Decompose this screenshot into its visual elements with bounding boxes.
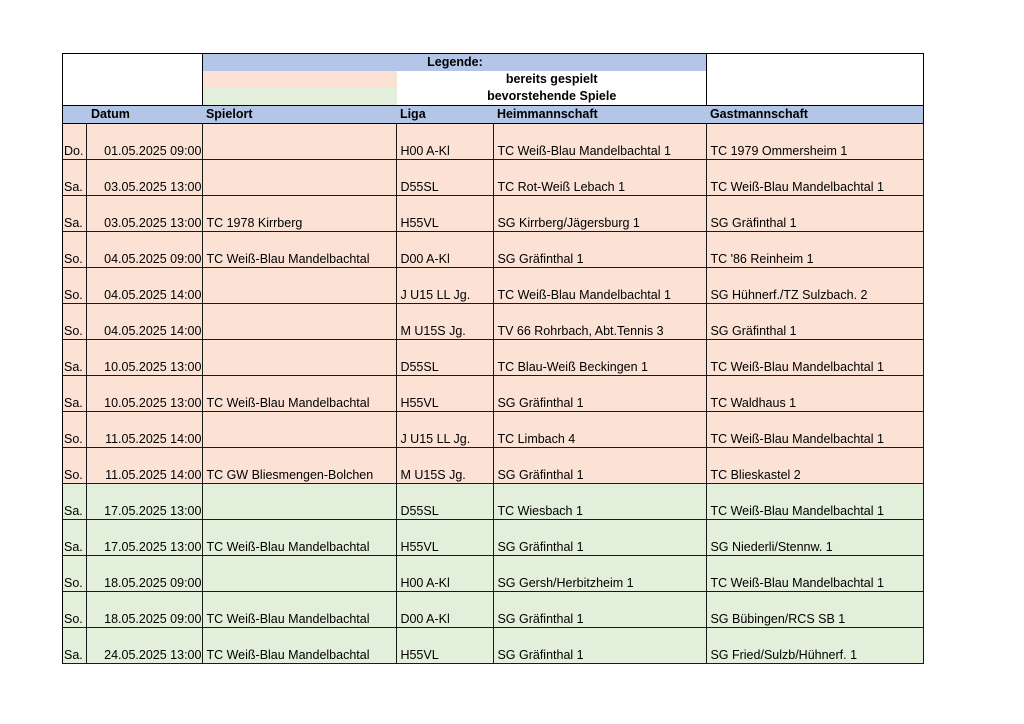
match-row [63, 520, 924, 556]
match-day: Sa. [63, 520, 87, 556]
match-row [63, 412, 924, 448]
match-venue [203, 412, 397, 448]
match-home-team: SG Gräfinthal 1 [494, 628, 707, 664]
legend-corner-cell [63, 54, 203, 72]
match-date: 10.05.2025 13:00 [87, 376, 203, 412]
match-date: 04.05.2025 14:00 [87, 304, 203, 340]
match-venue: TC Weiß-Blau Mandelbachtal [203, 232, 397, 268]
match-date: 01.05.2025 09:00 [87, 124, 203, 160]
match-home-team: SG Gräfinthal 1 [494, 448, 707, 484]
match-day: Do. [63, 124, 87, 160]
legend-played-row [63, 71, 924, 88]
match-date: 17.05.2025 13:00 [87, 520, 203, 556]
match-guest-team: TC Weiß-Blau Mandelbachtal 1 [707, 484, 924, 520]
match-guest-team: SG Gräfinthal 1 [707, 304, 924, 340]
match-home-team: TC Weiß-Blau Mandelbachtal 1 [494, 124, 707, 160]
match-date: 18.05.2025 09:00 [87, 592, 203, 628]
match-row [63, 232, 924, 268]
match-row [63, 628, 924, 664]
match-venue: TC Weiß-Blau Mandelbachtal [203, 376, 397, 412]
match-guest-team: SG Bübingen/RCS SB 1 [707, 592, 924, 628]
match-home-team: SG Gräfinthal 1 [494, 376, 707, 412]
match-row [63, 268, 924, 304]
match-league: D00 A-Kl [397, 592, 494, 628]
match-home-team: SG Gersh/Herbitzheim 1 [494, 556, 707, 592]
match-day: Sa. [63, 376, 87, 412]
match-row [63, 304, 924, 340]
match-guest-team: TC Weiß-Blau Mandelbachtal 1 [707, 160, 924, 196]
match-row [63, 484, 924, 520]
match-league: H55VL [397, 628, 494, 664]
schedule-table [62, 53, 924, 664]
match-guest-team: TC Blieskastel 2 [707, 448, 924, 484]
match-guest-team: TC Weiß-Blau Mandelbachtal 1 [707, 340, 924, 376]
match-venue [203, 556, 397, 592]
header-liga: Liga [397, 106, 494, 124]
column-header-row [63, 106, 924, 124]
match-row [63, 556, 924, 592]
match-date: 18.05.2025 09:00 [87, 556, 203, 592]
header-gastmannschaft: Gastmannschaft [707, 106, 924, 124]
match-day: So. [63, 556, 87, 592]
match-venue: TC GW Bliesmengen-Bolchen [203, 448, 397, 484]
match-venue: TC Weiß-Blau Mandelbachtal [203, 592, 397, 628]
match-guest-team: SG Fried/Sulzb/Hühnerf. 1 [707, 628, 924, 664]
match-league: H55VL [397, 520, 494, 556]
match-day: Sa. [63, 484, 87, 520]
match-day: So. [63, 232, 87, 268]
match-day: So. [63, 448, 87, 484]
match-home-team: SG Gräfinthal 1 [494, 520, 707, 556]
legend-upcoming-label: bevorstehende Spiele [397, 88, 707, 106]
match-date: 11.05.2025 14:00 [87, 448, 203, 484]
match-venue [203, 124, 397, 160]
match-day: So. [63, 592, 87, 628]
match-day: So. [63, 268, 87, 304]
match-guest-team: SG Niederli/Stennw. 1 [707, 520, 924, 556]
legend-played-label: bereits gespielt [505, 72, 598, 87]
legend-title-row [63, 54, 924, 72]
match-day: Sa. [63, 628, 87, 664]
match-venue [203, 484, 397, 520]
match-venue [203, 160, 397, 196]
match-venue [203, 340, 397, 376]
match-row [63, 592, 924, 628]
match-guest-team: TC Weiß-Blau Mandelbachtal 1 [707, 412, 924, 448]
match-row [63, 196, 924, 232]
legend-right-cell [707, 54, 924, 72]
match-home-team: TC Wiesbach 1 [494, 484, 707, 520]
match-league: D55SL [397, 340, 494, 376]
match-league: M U15S Jg. [397, 448, 494, 484]
match-league: H55VL [397, 196, 494, 232]
match-home-team: TC Blau-Weiß Beckingen 1 [494, 340, 707, 376]
match-day: So. [63, 304, 87, 340]
legend-upcoming-swatch [203, 88, 397, 106]
match-home-team: SG Gräfinthal 1 [494, 592, 707, 628]
match-home-team: TC Rot-Weiß Lebach 1 [494, 160, 707, 196]
match-home-team: TV 66 Rohrbach, Abt.Tennis 3 [494, 304, 707, 340]
match-home-team: SG Kirrberg/Jägersburg 1 [494, 196, 707, 232]
match-venue [203, 304, 397, 340]
legend-played-swatch [203, 71, 397, 88]
match-day: Sa. [63, 196, 87, 232]
match-league: J U15 LL Jg. [397, 412, 494, 448]
match-guest-team: TC Waldhaus 1 [707, 376, 924, 412]
match-date: 03.05.2025 13:00 [87, 160, 203, 196]
match-league: M U15S Jg. [397, 304, 494, 340]
match-row [63, 124, 924, 160]
match-row [63, 448, 924, 484]
match-league: J U15 LL Jg. [397, 268, 494, 304]
match-venue: TC 1978 Kirrberg [203, 196, 397, 232]
match-date: 04.05.2025 09:00 [87, 232, 203, 268]
match-row [63, 340, 924, 376]
match-home-team: SG Gräfinthal 1 [494, 232, 707, 268]
match-row [63, 160, 924, 196]
header-heimmannschaft: Heimmannschaft [494, 106, 707, 124]
match-league: H55VL [397, 376, 494, 412]
match-league: H00 A-Kl [397, 124, 494, 160]
match-date: 03.05.2025 13:00 [87, 196, 203, 232]
match-home-team: TC Limbach 4 [494, 412, 707, 448]
match-date: 17.05.2025 13:00 [87, 484, 203, 520]
match-league: D55SL [397, 160, 494, 196]
match-day: Sa. [63, 160, 87, 196]
match-league: D00 A-Kl [397, 232, 494, 268]
match-league: H00 A-Kl [397, 556, 494, 592]
match-date: 04.05.2025 14:00 [87, 268, 203, 304]
header-spielort: Spielort [203, 106, 397, 124]
match-row [63, 376, 924, 412]
legend-title: Legende: [203, 54, 707, 72]
match-guest-team: TC 1979 Ommersheim 1 [707, 124, 924, 160]
match-venue: TC Weiß-Blau Mandelbachtal [203, 628, 397, 664]
match-league: D55SL [397, 484, 494, 520]
legend-upcoming-row [63, 88, 924, 106]
match-home-team: TC Weiß-Blau Mandelbachtal 1 [494, 268, 707, 304]
header-datum: Datum [63, 106, 203, 124]
match-date: 24.05.2025 13:00 [87, 628, 203, 664]
match-guest-team: TC Weiß-Blau Mandelbachtal 1 [707, 556, 924, 592]
match-day: So. [63, 412, 87, 448]
match-date: 11.05.2025 14:00 [87, 412, 203, 448]
match-guest-team: SG Hühnerf./TZ Sulzbach. 2 [707, 268, 924, 304]
match-day: Sa. [63, 340, 87, 376]
match-date: 10.05.2025 13:00 [87, 340, 203, 376]
match-guest-team: SG Gräfinthal 1 [707, 196, 924, 232]
match-venue [203, 268, 397, 304]
match-guest-team: TC '86 Reinheim 1 [707, 232, 924, 268]
match-venue: TC Weiß-Blau Mandelbachtal [203, 520, 397, 556]
